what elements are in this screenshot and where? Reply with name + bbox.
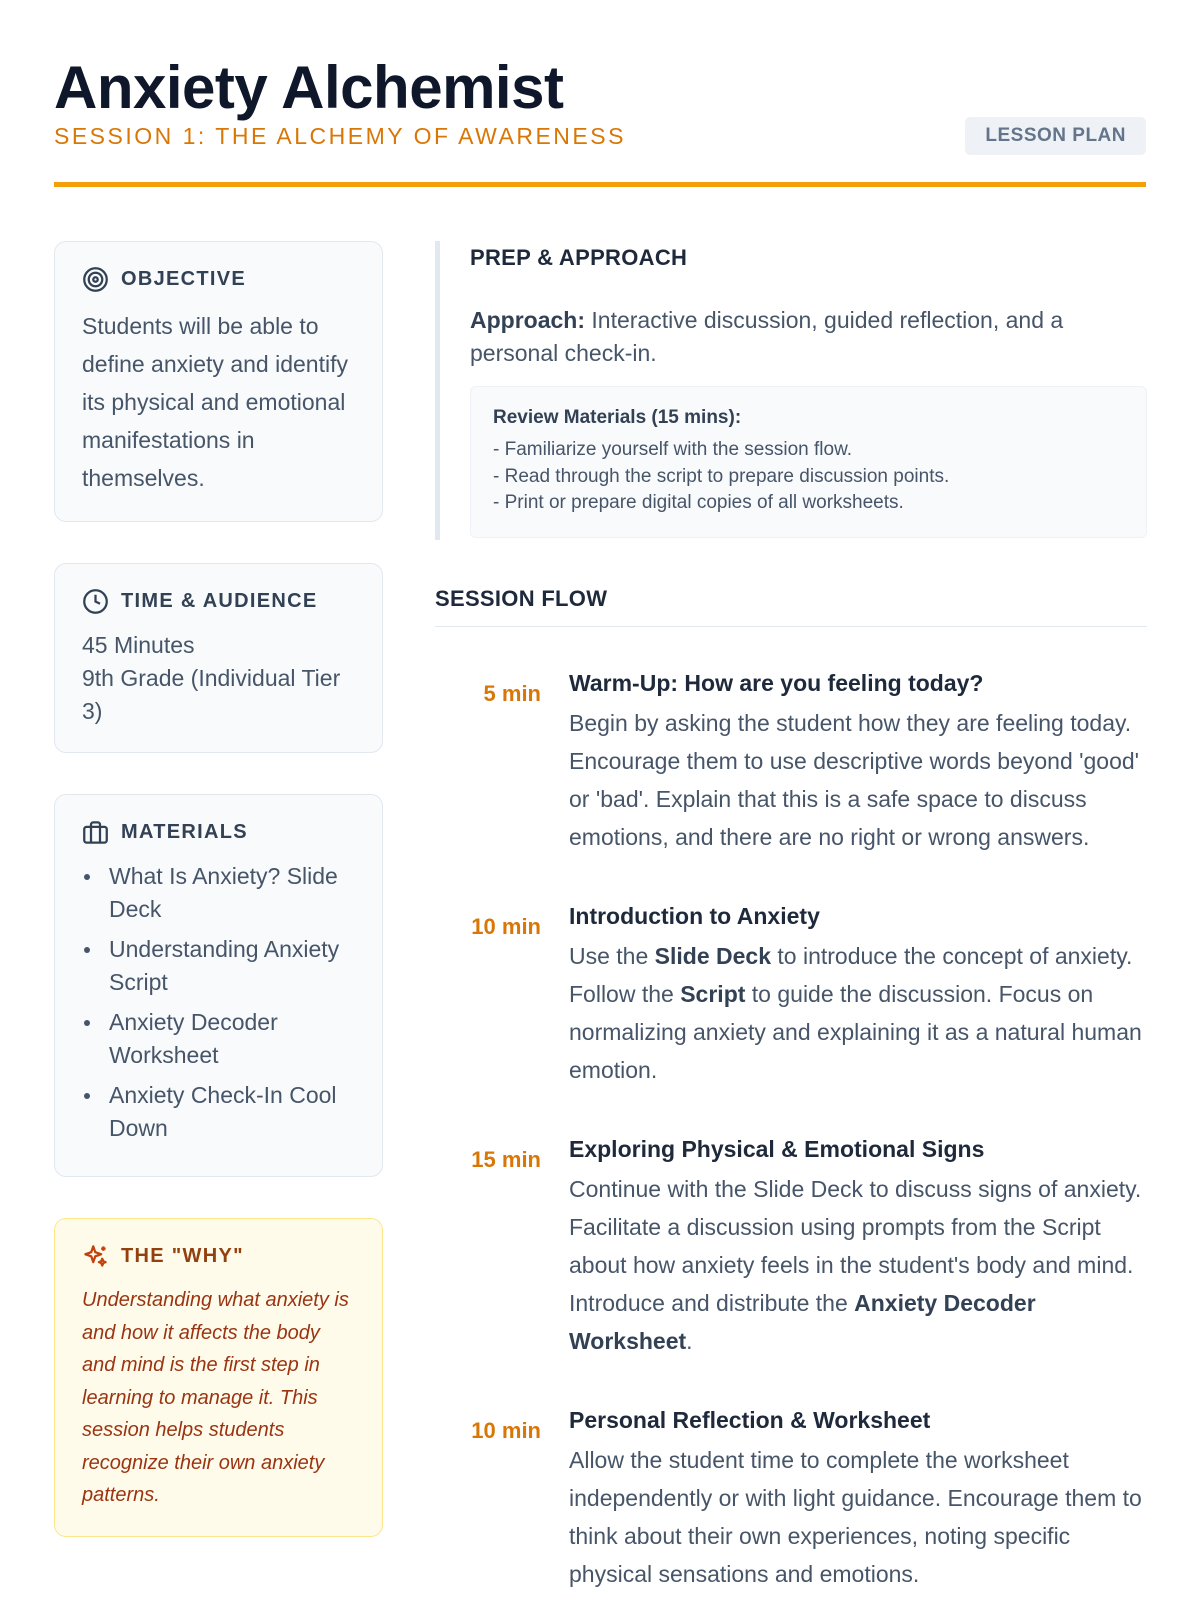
step-description: Continue with the Slide Deck to discuss signs of anxiety. Facilitate a discussion using prompts from the Script about how anxiety feels in the student's body and mind. Introduce and distribute the Anxiety Decoder Worksheet. xyxy=(569,1175,1142,1354)
step-description: Begin by asking the student how they are feeling today. Encourage them to use descriptive words beyond 'good' or 'bad'. Explain that this is a safe space to discuss emotions, and there are no right or wrong answers. xyxy=(569,709,1140,850)
approach-label: Approach: xyxy=(470,307,585,333)
clock-icon xyxy=(82,588,109,615)
objective-title: OBJECTIVE xyxy=(121,268,247,290)
audience-text: 9th Grade (Individual Tier 3) xyxy=(82,665,341,724)
step-time: 5 min xyxy=(483,680,541,706)
step-description: Allow the student time to complete the worksheet independently or with light guidance. Encourage them to think about their own experiences, noting specific physical sensations and emotions. xyxy=(569,1446,1142,1587)
review-line: - Print or prepare digital copies of all worksheets. xyxy=(493,492,904,513)
objective-card xyxy=(54,241,383,522)
objective-text: Students will be able to define anxiety and identify its physical and emotional manifestations in themselves. xyxy=(82,313,348,491)
session-flow-title: SESSION FLOW xyxy=(435,586,1147,627)
session-step xyxy=(435,901,1147,1089)
main-content xyxy=(435,241,1147,1600)
material-item: What Is Anxiety? Slide Deck xyxy=(82,860,355,926)
page-title: Anxiety Alchemist xyxy=(54,54,564,121)
session-subtitle: SESSION 1: THE ALCHEMY OF AWARENESS xyxy=(54,123,626,149)
target-icon xyxy=(82,266,109,293)
step-title: Introduction to Anxiety xyxy=(569,902,820,929)
header xyxy=(54,0,1146,187)
step-description: Use the Slide Deck to introduce the concept of anxiety. Follow the Script to guide the discussion. Focus on normalizing anxiety and explaining it as a natural human emotion. xyxy=(569,942,1142,1083)
session-step xyxy=(435,1405,1147,1593)
time-audience-card xyxy=(54,563,383,753)
prep-title: PREP & APPROACH xyxy=(470,245,688,270)
step-time: 15 min xyxy=(471,1146,541,1172)
why-card xyxy=(54,1218,383,1537)
approach-text xyxy=(470,304,1147,370)
review-title: Review Materials (15 mins): xyxy=(493,407,742,428)
step-time: 10 min xyxy=(471,1417,541,1443)
review-materials-box xyxy=(470,386,1147,538)
sidebar xyxy=(54,241,383,1578)
materials-title: MATERIALS xyxy=(121,821,248,843)
session-step xyxy=(435,668,1147,856)
prep-section xyxy=(435,241,1147,540)
why-text: Understanding what anxiety is and how it affects the body and mind is the first step in learning to manage it. This session helps students recognize their own anxiety patterns. xyxy=(82,1289,349,1506)
review-line: - Familiarize yourself with the session flow. xyxy=(493,439,853,460)
step-time: 10 min xyxy=(471,913,541,939)
session-step xyxy=(435,1134,1147,1360)
time-audience-title: TIME & AUDIENCE xyxy=(121,590,318,612)
materials-card xyxy=(54,794,383,1177)
review-line: - Read through the script to prepare discussion points. xyxy=(493,465,950,487)
briefcase-icon xyxy=(82,819,109,846)
materials-list xyxy=(82,860,355,1145)
session-flow-steps xyxy=(435,668,1147,1593)
material-item: Anxiety Check-In Cool Down xyxy=(82,1079,355,1145)
step-title: Exploring Physical & Emotional Signs xyxy=(569,1135,985,1162)
material-item: Anxiety Decoder Worksheet xyxy=(82,1006,355,1072)
sparkles-icon xyxy=(82,1243,109,1270)
step-title: Personal Reflection & Worksheet xyxy=(569,1406,931,1433)
step-title: Warm-Up: How are you feeling today? xyxy=(569,669,984,696)
duration-text: 45 Minutes xyxy=(82,632,195,658)
approach-body: Interactive discussion, guided reflection, and a personal check-in. xyxy=(470,307,1064,366)
lesson-plan-badge: LESSON PLAN xyxy=(965,117,1146,155)
material-item: Understanding Anxiety Script xyxy=(82,933,355,999)
why-title: THE "WHY" xyxy=(121,1245,244,1267)
